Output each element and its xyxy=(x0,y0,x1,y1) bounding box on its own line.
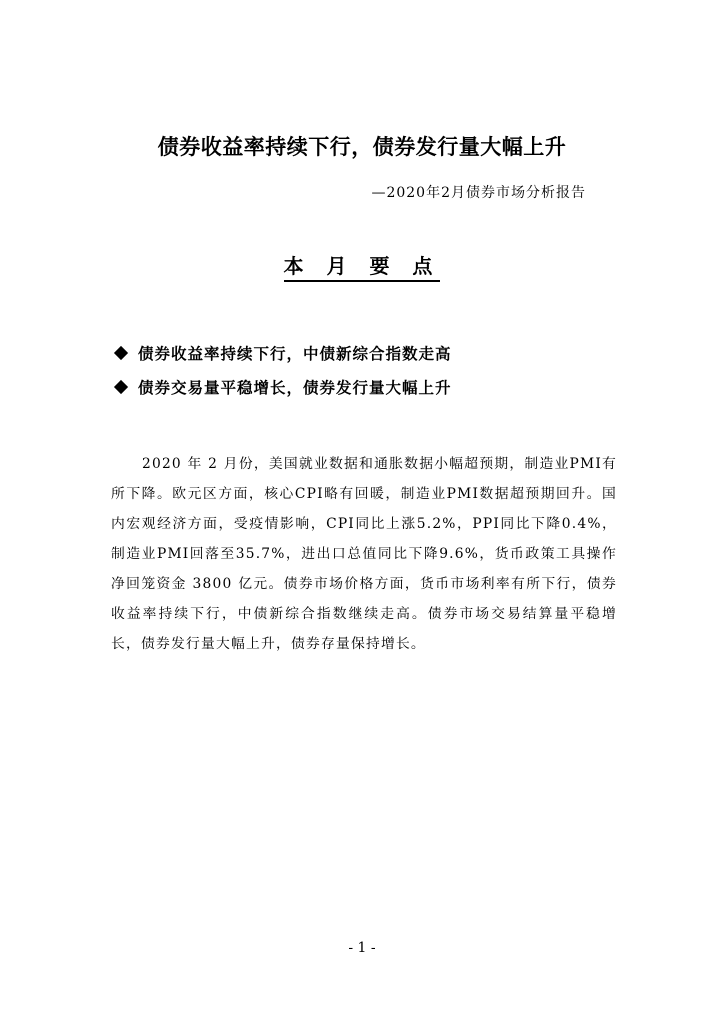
highlight-text: 债券收益率持续下行，中债新综合指数走高 xyxy=(138,345,452,363)
section-heading-text: 本 月 要 点 xyxy=(284,254,441,282)
highlight-item xyxy=(112,370,452,404)
report-title: 债券收益率持续下行，债券发行量大幅上升 xyxy=(157,135,567,159)
diamond-icon xyxy=(114,346,128,360)
highlight-item xyxy=(112,336,452,370)
section-heading xyxy=(0,250,724,279)
highlights-list xyxy=(112,336,452,404)
diamond-icon xyxy=(114,380,128,394)
highlight-text: 债券交易量平稳增长，债券发行量大幅上升 xyxy=(138,379,452,397)
report-subtitle: —2020年2月债券市场分析报告 xyxy=(371,185,586,201)
body-paragraph: 2020 年 2 月份，美国就业数据和通胀数据小幅超预期，制造业PMI有所下降。欧元区方面，核心CPI略有回暖，制造业PMI数据超预期回升。国内宏观经济方面，受疫情影响，CPI同比上涨5.2%，PPI同比下降0.4%，制造业PMI回落至35.7%，进出口总值同比下降9.6%，货币政策工具操作净回笼资金 3800 亿元。债券市场价格方面，货币市场利率有所下行，债券收益率持续下行，中债新综合指数继续走高。债券市场交易结算量平稳增长，债券发行量大幅上升，债券存量保持增长。 xyxy=(111,456,617,652)
page-number: - 1 - xyxy=(348,940,376,956)
